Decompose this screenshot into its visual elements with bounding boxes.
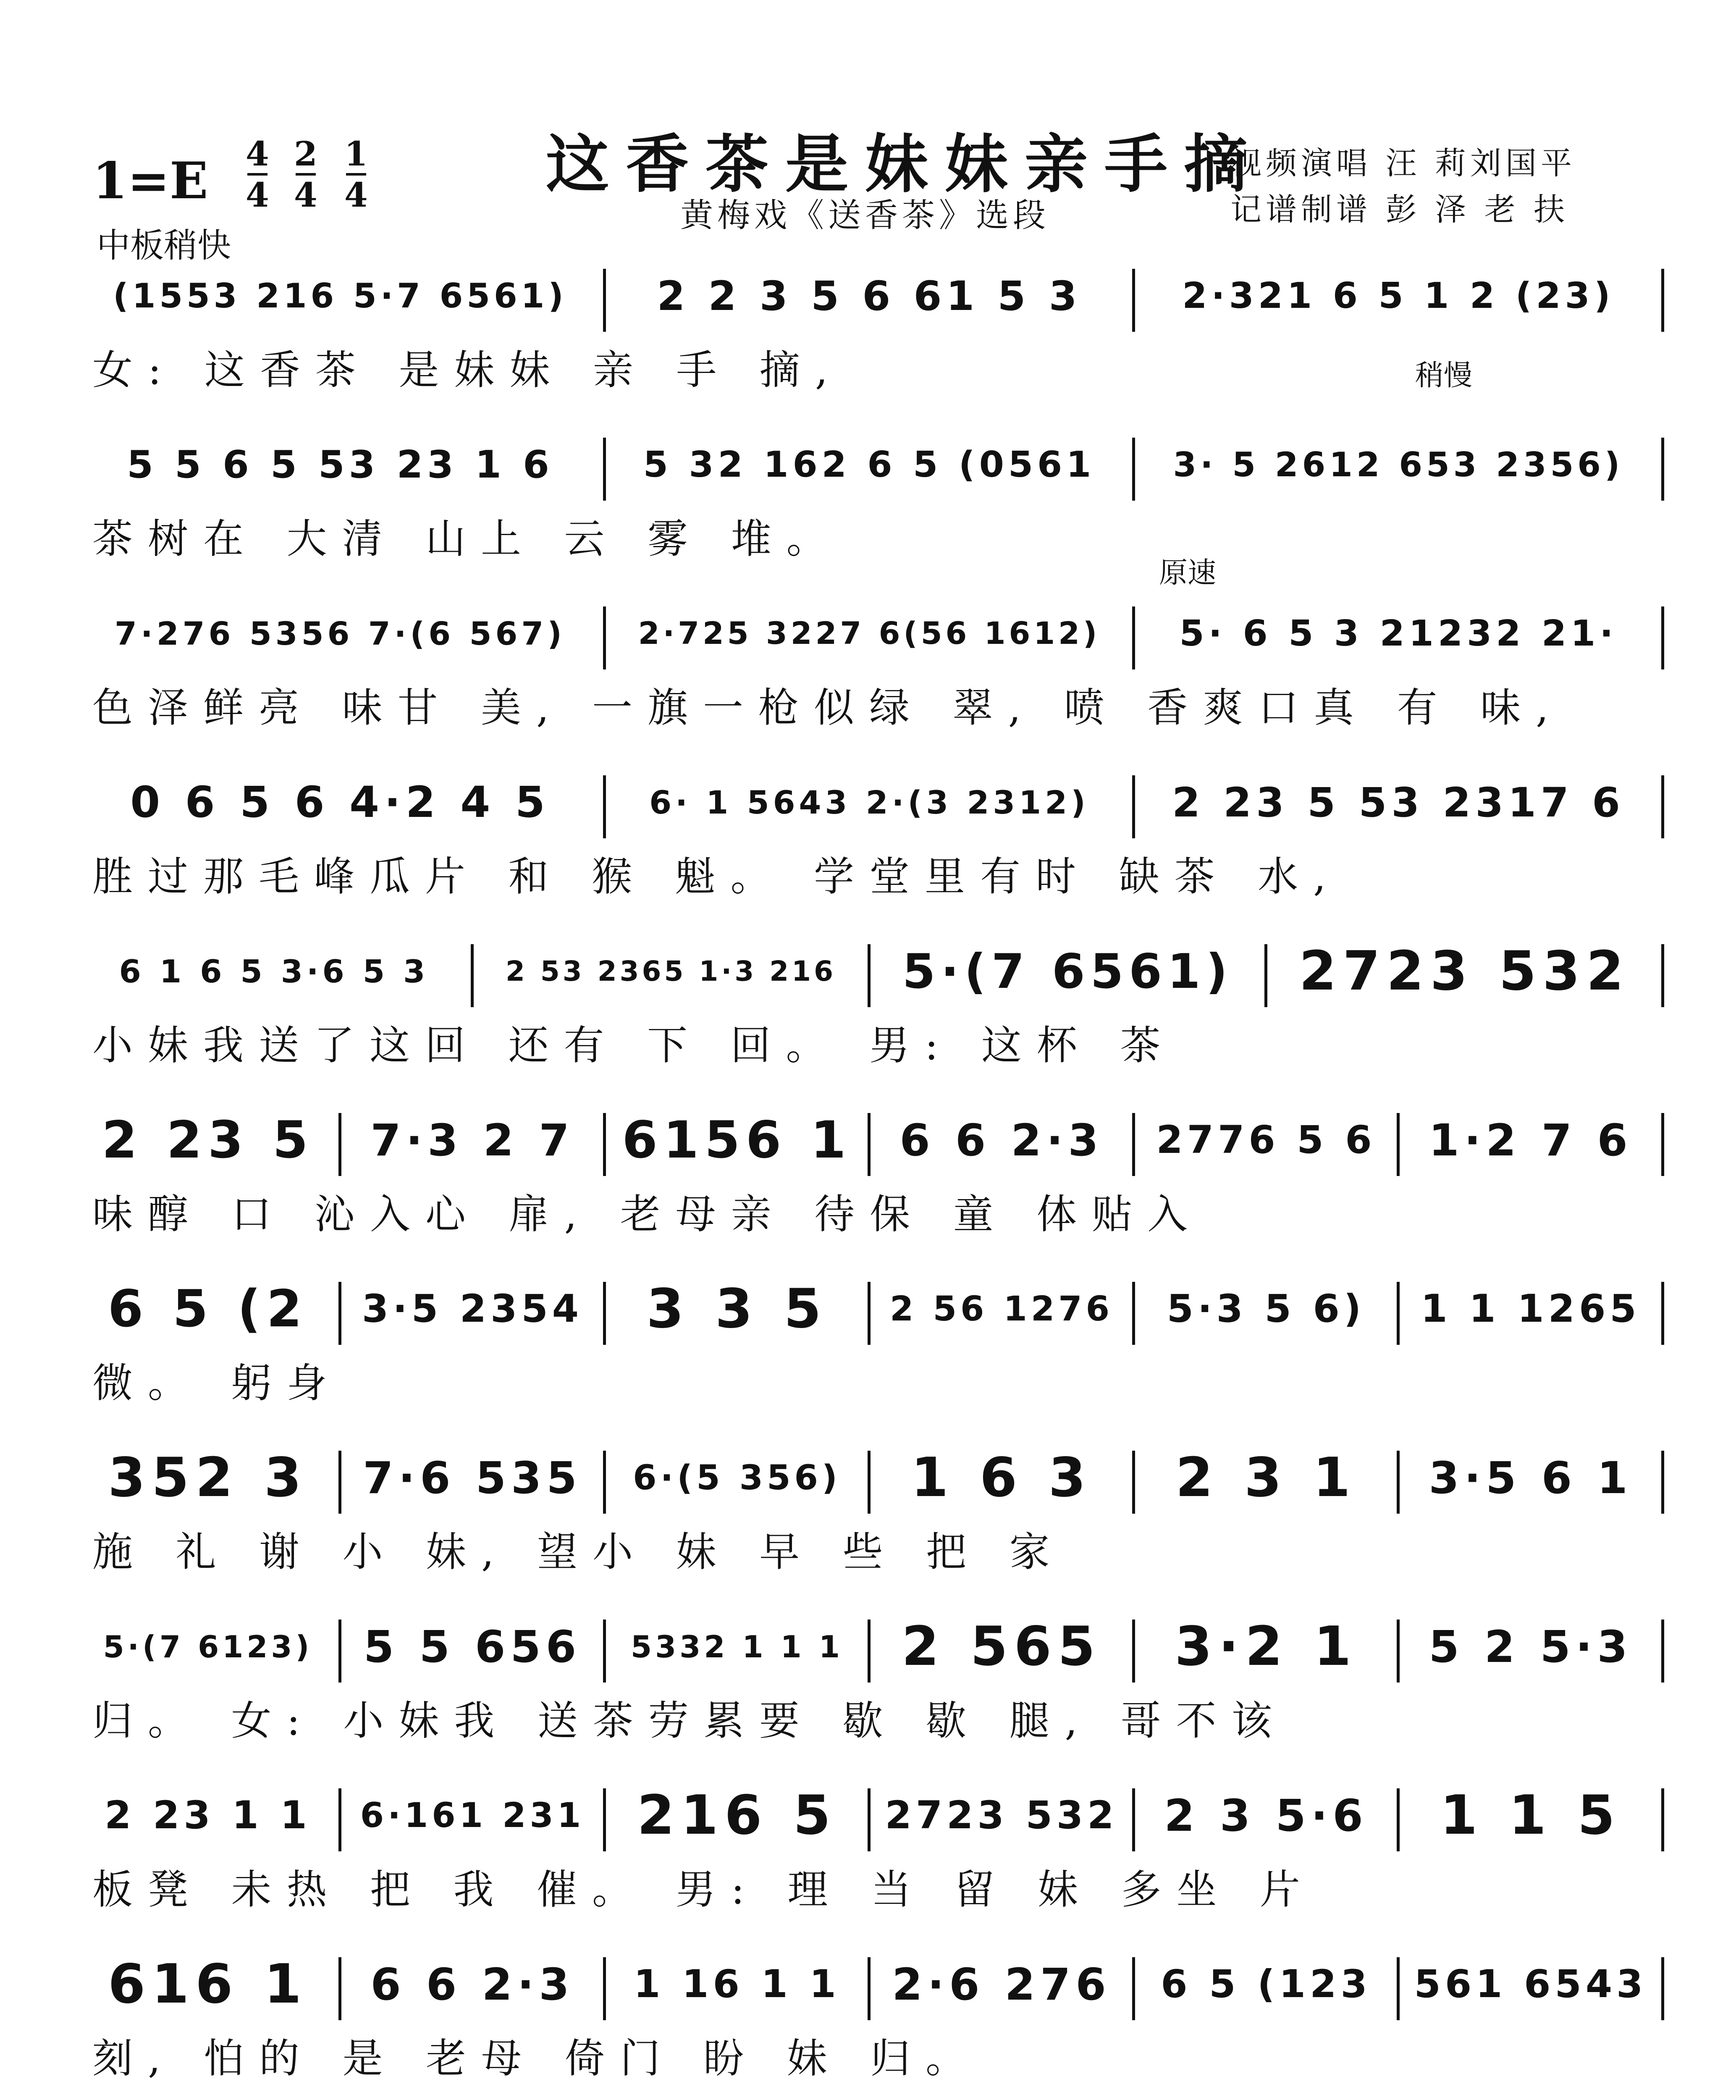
barline [868, 1788, 871, 1851]
barline [1397, 1113, 1400, 1176]
tempo-mark-slower: 稍慢 [1415, 359, 1473, 392]
barline [1661, 1113, 1664, 1176]
measure: 3·2 1 [1175, 1615, 1358, 1678]
measure: 6 6 2·3 [899, 1115, 1104, 1166]
barline [603, 1113, 606, 1176]
measure: (1553 216 5·7 6561) [113, 276, 567, 315]
lyrics-row: 归。 女: 小妹我 送茶劳累要 歇 歇 腿, 哥不该 [92, 1697, 1287, 1744]
barline [1661, 1620, 1664, 1683]
measure: 2776 5 6 [1156, 1118, 1376, 1162]
measure: 5·(7 6561) [902, 944, 1233, 999]
barline [1397, 1620, 1400, 1683]
measure: 561 6543 [1414, 1962, 1647, 2006]
measure: 5332 1 1 1 [631, 1629, 843, 1664]
measure: 5·3 5 6) [1167, 1287, 1366, 1331]
barline [1661, 1788, 1664, 1851]
measure: 6 5 (2 [108, 1279, 308, 1339]
measure: 2·6 276 [892, 1959, 1111, 2010]
measure: 6 6 2·3 [370, 1959, 574, 2010]
staff-line [76, 1949, 1663, 2082]
notation-row [76, 1949, 1663, 2020]
barline [1661, 944, 1664, 1007]
measure: 6156 1 [622, 1110, 852, 1170]
barline [868, 1957, 871, 2020]
barline [1397, 1451, 1400, 1514]
lyrics-row: 小妹我送了这回 还有 下 回。 男: 这杯 茶 [92, 1022, 1176, 1069]
measure: 3· 5 2612 653 2356) [1173, 445, 1624, 484]
barline [868, 1282, 871, 1345]
measure: 6 5 (123 [1161, 1962, 1371, 2006]
staff-line [76, 598, 1663, 731]
barline [868, 1620, 871, 1683]
measure: 2 23 5 53 2317 6 [1172, 779, 1625, 826]
time-signature-2 [294, 134, 317, 214]
measure: 2 56 1276 [890, 1289, 1113, 1329]
subtitle: 黄梅戏《送香茶》选段 [680, 197, 1050, 234]
staff-line [76, 429, 1663, 562]
measure: 2 23 1 1 [105, 1793, 311, 1838]
measure: 1 6 3 [911, 1446, 1092, 1509]
meter-bottom: 4 [294, 175, 317, 215]
notation-row [76, 1105, 1663, 1176]
measure: 7·3 2 7 [370, 1115, 574, 1166]
notation-row [76, 598, 1663, 669]
measure: 1 16 1 1 [634, 1962, 840, 2006]
measure: 352 3 [108, 1446, 308, 1509]
barline [1397, 1957, 1400, 2020]
tempo-mark-original: 原速 [1159, 556, 1217, 590]
lyrics-row: 施 礼 谢 小 妹, 望小 妹 早 些 把 家 [92, 1528, 1065, 1575]
barline [338, 1451, 341, 1514]
barline [338, 1788, 341, 1851]
lyrics-row: 色泽鲜亮 味甘 美, 一旗一枪似绿 翠, 喷 香爽口真 有 味, [92, 684, 1564, 731]
barline [1661, 438, 1664, 501]
barline [338, 1957, 341, 2020]
staff-line [76, 936, 1663, 1069]
barline [1132, 1620, 1135, 1683]
lyrics-row: 茶树在 大清 山上 云 雾 堆。 [92, 515, 842, 562]
measure: 3·5 6 1 [1429, 1452, 1633, 1504]
measure: 1 1 1265 [1421, 1287, 1641, 1331]
performers-credit: 视频演唱 汪 莉刘国平 [1230, 145, 1576, 181]
barline [1132, 1282, 1135, 1345]
barline [1132, 269, 1135, 332]
tempo-marking: 中板稍快 [97, 226, 231, 265]
meter-top: 2 [294, 134, 317, 173]
barline [1661, 1451, 1664, 1514]
barline [1397, 1788, 1400, 1851]
measure: 2 3 1 [1175, 1446, 1357, 1509]
lyrics-row: 刻, 怕的 是 老母 倚门 盼 妹 归。 [92, 2035, 981, 2082]
lyrics-row: 女: 这香茶 是妹妹 亲 手 摘, [92, 346, 843, 394]
lyrics-row: 微。 躬身 [92, 1360, 342, 1407]
barline [868, 944, 871, 1007]
barline [1132, 1788, 1135, 1851]
barline [471, 944, 474, 1007]
measure: 2 2 3 5 6 61 5 3 [657, 273, 1082, 320]
lyrics-row: 味醇 口 沁入心 扉, 老母亲 待保 童 体贴入 [92, 1191, 1203, 1238]
measure: 3 3 5 [646, 1278, 828, 1340]
staff-line [76, 767, 1663, 900]
barline [1132, 606, 1135, 669]
measure: 2723 532 [885, 1793, 1118, 1838]
barline [603, 269, 606, 332]
barline [1397, 1282, 1400, 1345]
lyrics-row: 板凳 未热 把 我 催。 男: 理 当 留 妹 多坐 片 [92, 1866, 1316, 1913]
measure: 2·321 6 5 1 2 (23) [1182, 275, 1615, 317]
barline [1661, 1957, 1664, 2020]
notation-row [76, 1442, 1663, 1514]
transcriber-credit: 记谱制谱 彭 泽 老 扶 [1230, 192, 1569, 228]
barline [1661, 1282, 1664, 1345]
measure: 5 5 656 [363, 1621, 582, 1672]
barline [868, 1113, 871, 1176]
measure: 2 3 5·6 [1164, 1790, 1368, 1841]
measure: 6 1 6 5 3·6 5 3 [119, 953, 429, 990]
barline [603, 1788, 606, 1851]
staff-line [76, 1611, 1663, 1744]
barline [1661, 775, 1664, 838]
staff-line [76, 260, 1663, 394]
measure: 6· 1 5643 2·(3 2312) [649, 784, 1089, 821]
lyrics-row: 胜过那毛峰瓜片 和 猴 魁。 学堂里有时 缺茶 水, [92, 853, 1341, 900]
measure: 2 53 2365 1·3 216 [505, 955, 837, 987]
notation-row [76, 260, 1663, 332]
measure: 216 5 [637, 1784, 837, 1847]
barline [603, 606, 606, 669]
barline [603, 1282, 606, 1345]
time-signature-1 [246, 134, 269, 214]
measure: 5·(7 6123) [103, 1629, 313, 1664]
meter-bottom: 4 [246, 175, 269, 215]
notation-row [76, 1273, 1663, 1345]
barline [1661, 269, 1664, 332]
barline [603, 775, 606, 838]
staff-line [76, 1105, 1663, 1238]
measure: 2·725 3227 6(56 1612) [638, 616, 1101, 651]
meter-top: 4 [246, 134, 269, 173]
barline [868, 1451, 871, 1514]
barline [1132, 1957, 1135, 2020]
measure: 5 5 6 5 53 23 1 6 [127, 443, 553, 487]
measure: 3·5 2354 [362, 1287, 583, 1331]
measure: 1 1 5 [1440, 1784, 1621, 1847]
barline [1132, 438, 1135, 501]
barline [603, 1451, 606, 1514]
time-signature-3 [344, 134, 368, 214]
notation-row [76, 1611, 1663, 1683]
barline [1132, 775, 1135, 838]
measure: 5 2 5·3 [1429, 1621, 1633, 1672]
meter-bottom: 4 [344, 175, 368, 215]
measure: 5 32 162 6 5 (0561 [643, 444, 1096, 486]
barline [603, 438, 606, 501]
staff-line [76, 1442, 1663, 1575]
page-title: 这香茶是妹妹亲手摘 [546, 127, 1264, 201]
measure: 2 565 [902, 1615, 1101, 1678]
measure: 5· 6 5 3 21232 21· [1179, 613, 1618, 654]
barline [1264, 944, 1267, 1007]
measure: 6·(5 356) [633, 1458, 841, 1498]
measure: 2723 532 [1299, 940, 1630, 1003]
barline [1132, 1113, 1135, 1176]
measure: 2 23 5 [102, 1110, 314, 1170]
measure: 0 6 5 6 4·2 4 5 [130, 777, 550, 827]
measure: 7·6 535 [363, 1452, 582, 1504]
measure: 6·161 231 [360, 1796, 585, 1835]
measure: 1·2 7 6 [1429, 1115, 1633, 1166]
barline [338, 1113, 341, 1176]
meter-top: 1 [344, 134, 368, 173]
notation-row [76, 429, 1663, 501]
notation-row [76, 936, 1663, 1007]
key-signature: 1=E [92, 151, 208, 210]
staff-line [76, 1780, 1663, 1913]
notation-row [76, 767, 1663, 838]
barline [1132, 1451, 1135, 1514]
notation-row [76, 1780, 1663, 1851]
barline [338, 1620, 341, 1683]
barline [603, 1957, 606, 2020]
barline [603, 1620, 606, 1683]
barline [338, 1282, 341, 1345]
barline [1661, 606, 1664, 669]
measure: 616 1 [108, 1953, 308, 2016]
staff-line [76, 1273, 1663, 1407]
measure: 7·276 5356 7·(6 567) [114, 615, 566, 652]
